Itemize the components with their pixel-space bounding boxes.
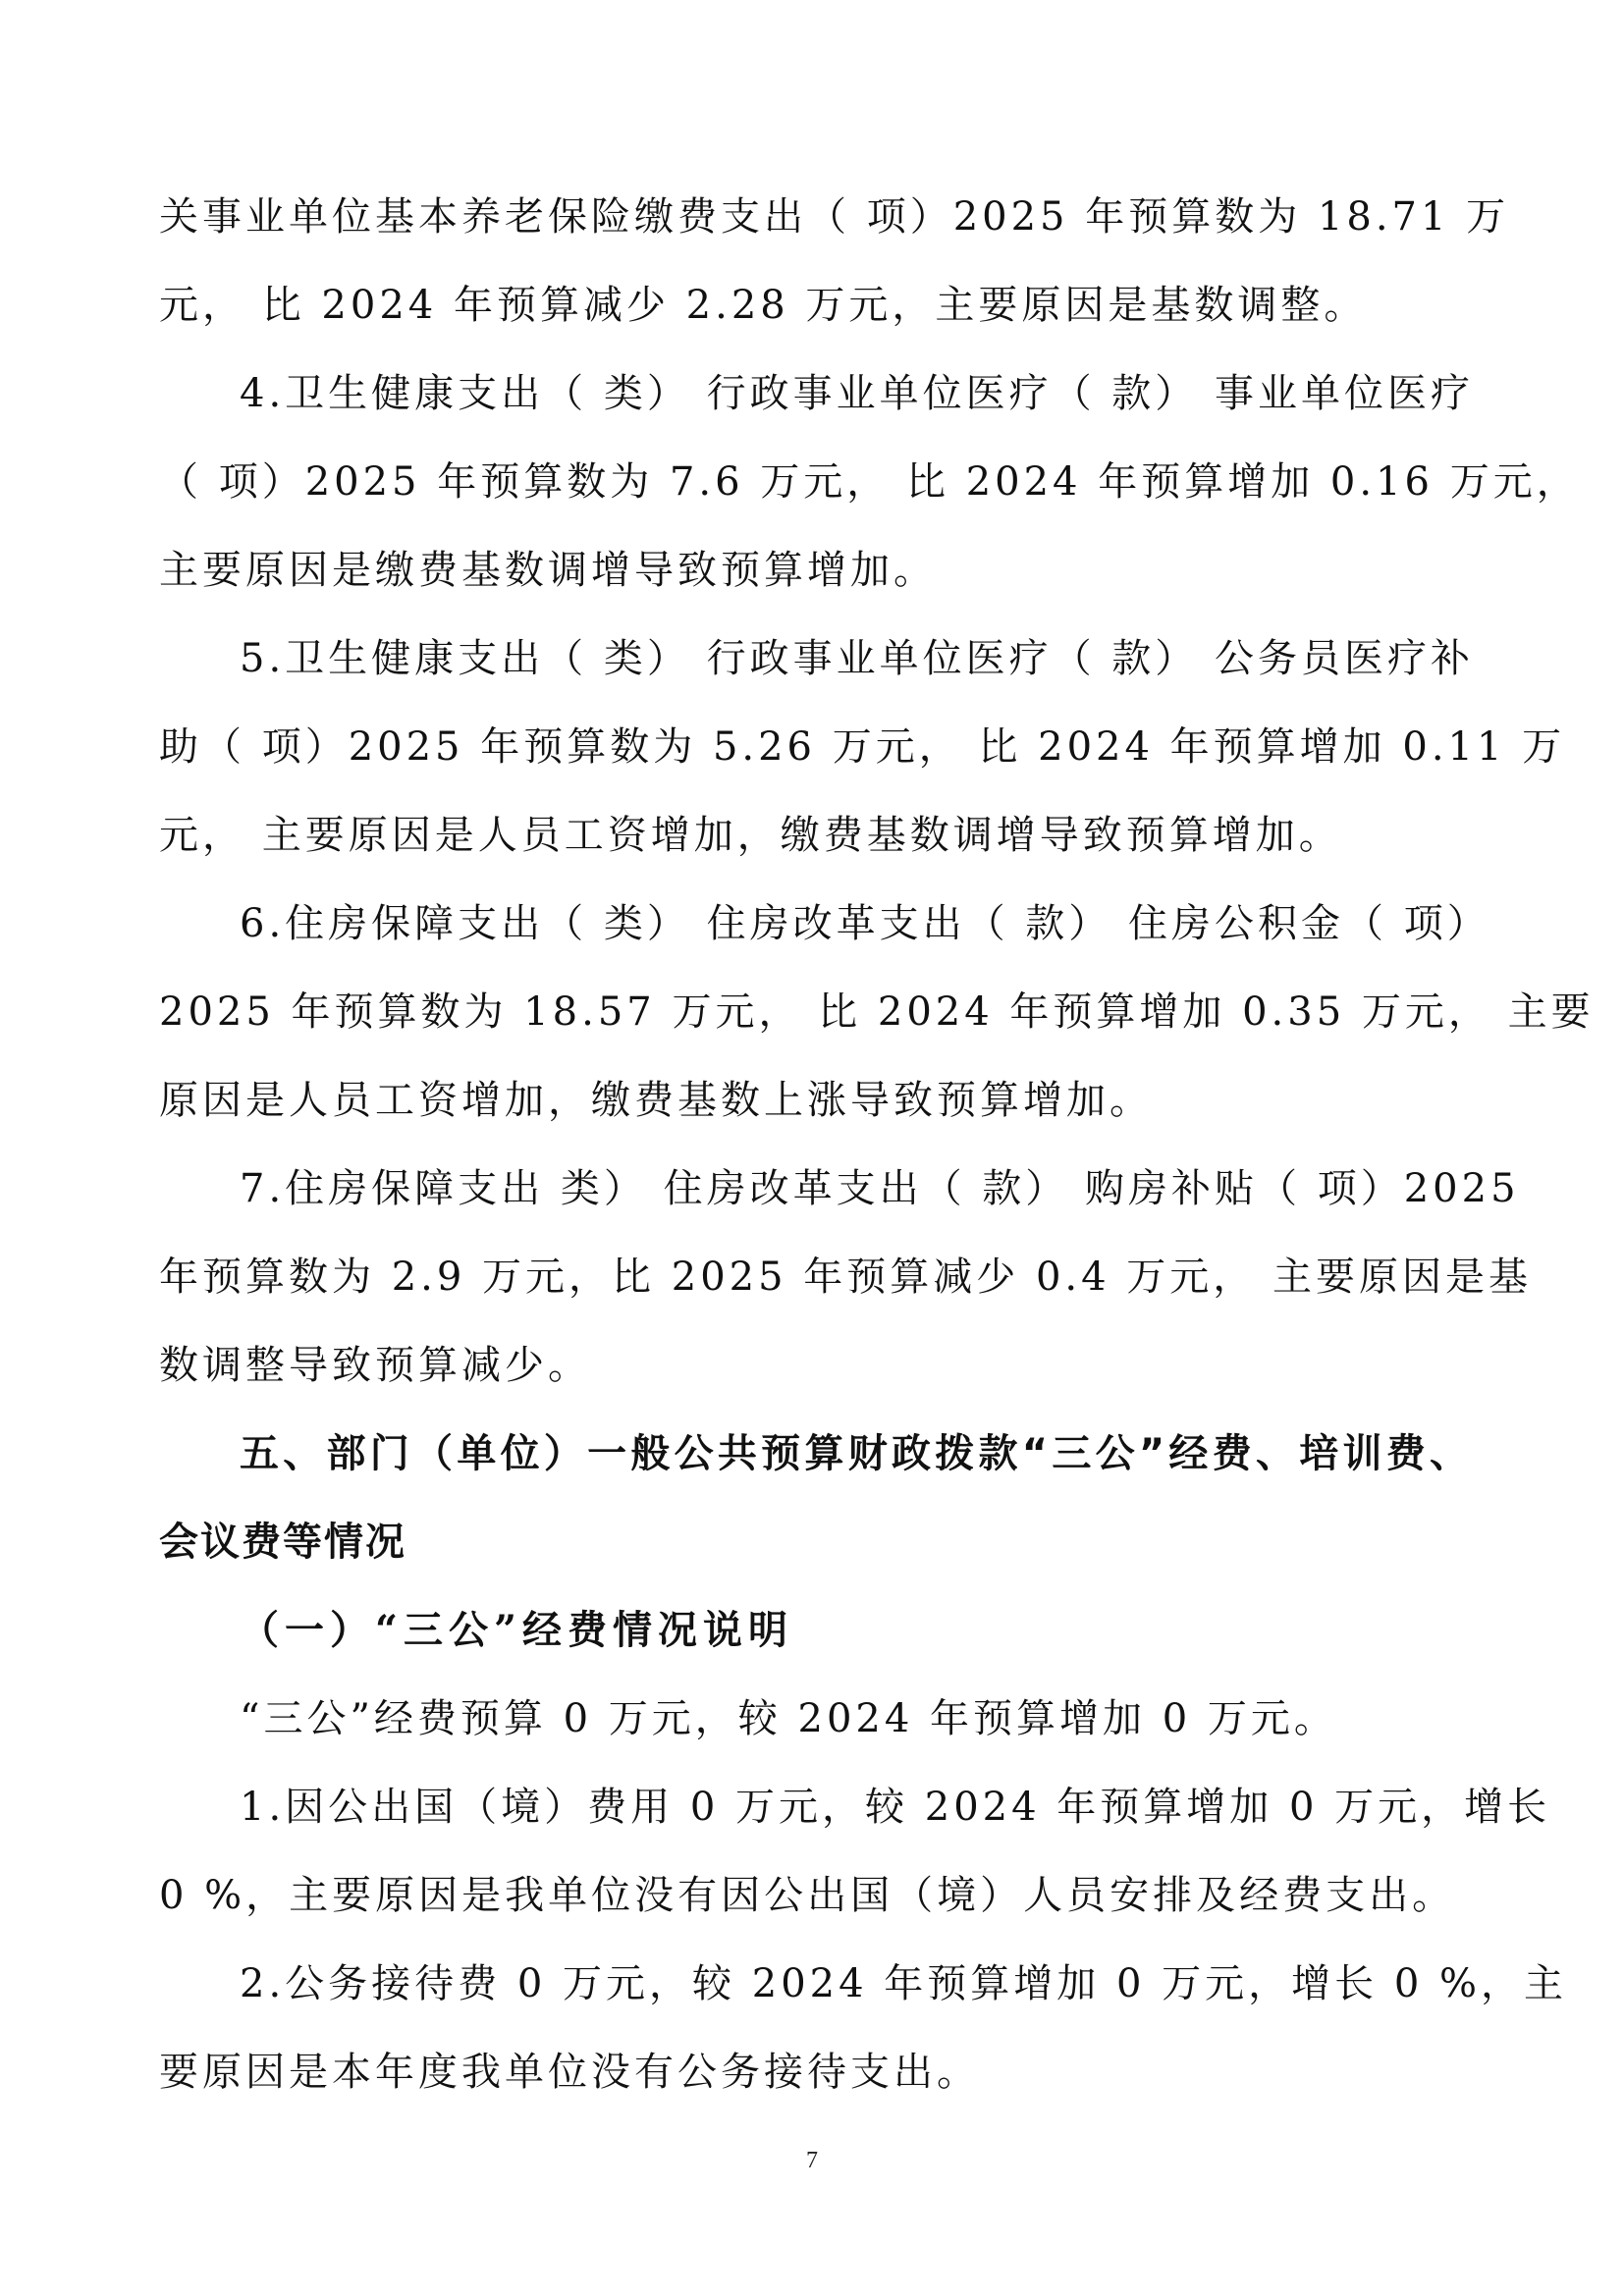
paragraph-line: 元， 比 2024 年预算减少 2.28 万元，主要原因是基数调整。 <box>159 283 1368 328</box>
paragraph-line: 0 %，主要原因是我单位没有因公出国（境）人员安排及经费支出。 <box>159 1873 1456 1918</box>
paragraph-line: “三公”经费预算 0 万元，较 2024 年预算增加 0 万元。 <box>240 1696 1337 1741</box>
paragraph-line: 关事业单位基本养老保险缴费支出（ 项）2025 年预算数为 18.71 万 <box>159 194 1510 240</box>
paragraph-line: 元， 主要原因是人员工资增加，缴费基数调增导致预算增加。 <box>159 813 1342 858</box>
paragraph-line: 1.因公出国（境）费用 0 万元，较 2024 年预算增加 0 万元，增长 <box>240 1785 1551 1830</box>
section-heading-continuation: 会议费等情况 <box>159 1520 406 1565</box>
document-body <box>159 173 1595 2116</box>
paragraph-line: 要原因是本年度我单位没有公务接待支出。 <box>159 2050 980 2095</box>
paragraph-line: 7.住房保障支出 类） 住房改革支出（ 款） 购房补贴（ 项）2025 <box>240 1166 1520 1211</box>
paragraph-line: 5.卫生健康支出（ 类） 行政事业单位医疗（ 款） 公务员医疗补 <box>240 636 1475 681</box>
subsection-heading: （一）“三公”经费情况说明 <box>240 1607 794 1653</box>
paragraph-line: 助（ 项）2025 年预算数为 5.26 万元， 比 2024 年预算增加 0.11 万 <box>159 724 1566 770</box>
paragraph-line: 2.公务接待费 0 万元，较 2024 年预算增加 0 万元，增长 0 %，主 <box>240 1961 1568 2006</box>
paragraph-line: 2025 年预算数为 18.57 万元， 比 2024 年预算增加 0.35 万元， 主要 <box>159 989 1595 1035</box>
paragraph-line: 主要原因是缴费基数调增导致预算增加。 <box>159 548 937 593</box>
paragraph-line: 原因是人员工资增加，缴费基数上涨导致预算增加。 <box>159 1078 1153 1123</box>
section-heading: 五、部门（单位）一般公共预算财政拨款“三公”经费、培训费、 <box>240 1431 1471 1476</box>
page-number: 7 <box>806 2148 818 2173</box>
paragraph-line: 数调整导致预算减少。 <box>159 1343 591 1388</box>
paragraph-line: （ 项）2025 年预算数为 7.6 万元， 比 2024 年预算增加 0.16 万元， <box>159 459 1580 505</box>
paragraph-line: 年预算数为 2.9 万元，比 2025 年预算减少 0.4 万元， 主要原因是基 <box>159 1255 1533 1300</box>
paragraph-line: 4.卫生健康支出（ 类） 行政事业单位医疗（ 款） 事业单位医疗 <box>240 371 1475 416</box>
paragraph-line: 6.住房保障支出（ 类） 住房改革支出（ 款） 住房公积金（ 项） <box>240 901 1490 946</box>
